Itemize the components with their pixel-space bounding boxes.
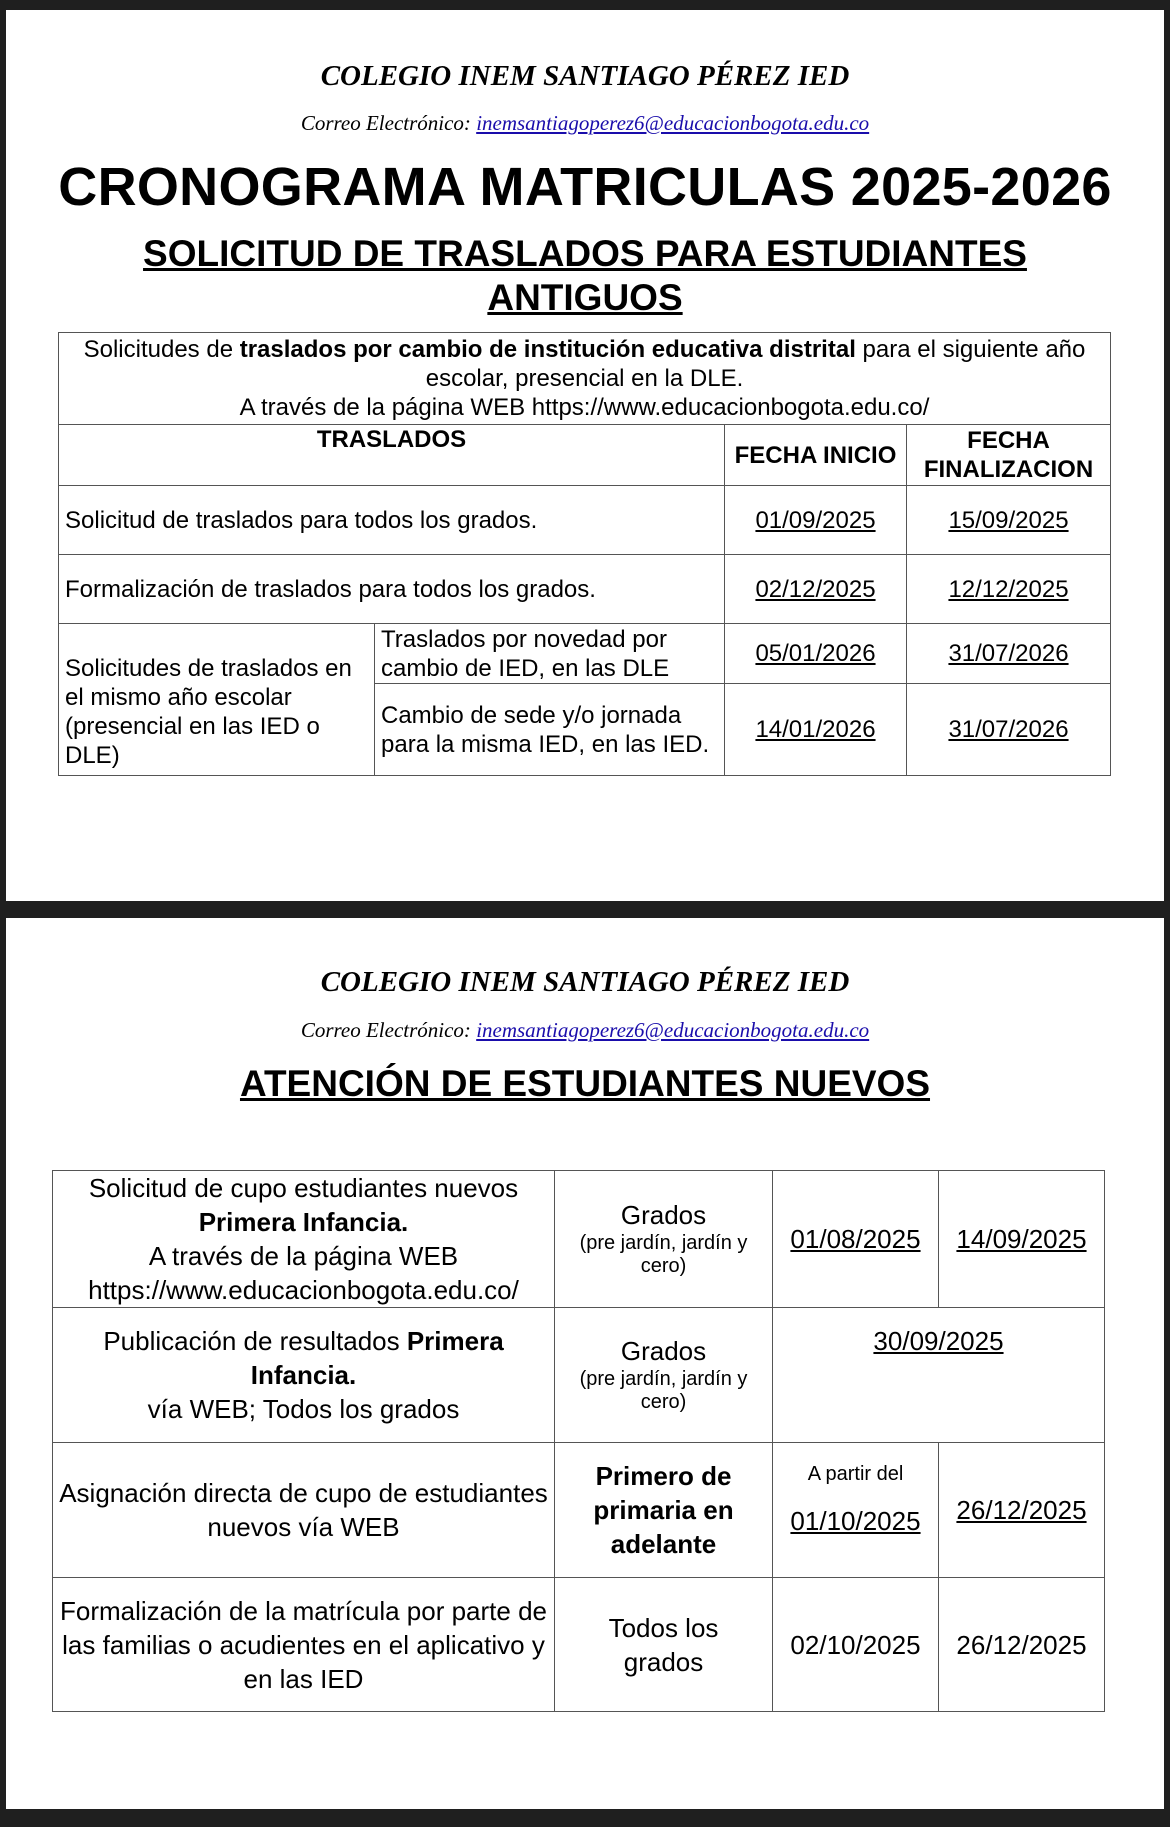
grade-note: (pre jardín, jardín y cero) [579,1232,748,1277]
row-end-date: 26/12/2025 [939,1578,1105,1712]
table-row [53,1308,1105,1443]
row-end-date: 15/09/2025 [907,486,1111,555]
sub-row-label: Traslados por novedad por cambio de IED, en las DLE [375,624,725,684]
row-start-date: 01/09/2025 [725,486,907,555]
row-start-date: 05/01/2026 [725,624,907,684]
row-start-date: 02/12/2025 [725,555,907,624]
row-end-date: 31/07/2026 [907,624,1111,684]
intro-web: A través de la página WEB https://www.educacionbogota.edu.co/ [239,394,930,421]
section-title: ATENCIÓN DE ESTUDIANTES NUEVOS [239,1063,931,1104]
row-end-date: 26/12/2025 [939,1443,1105,1578]
row-description: Publicación de resultados Primera Infancia. vía WEB; Todos los grados [53,1308,555,1443]
table-row [59,624,1111,684]
row-label: Solicitud de traslados para todos los grados. [59,486,725,555]
same-year-label: Solicitudes de traslados en el mismo año escolar (presencial en las IED o DLE) [59,624,375,776]
row-end-date: 31/07/2026 [907,684,1111,776]
email-line [6,1018,1164,1043]
school-name: COLEGIO INEM SANTIAGO PÉREZ IED [320,60,850,92]
table-row [53,1171,1105,1308]
intro-cell: Solicitudes de traslados por cambio de institución educativa distrital para el siguiente año escolar, presencial en la DLE. A través de la página WEB https://www.educacionbogota.edu.co/ [59,333,1111,425]
row-end-date: 12/12/2025 [907,555,1111,624]
row-start-date: 14/01/2026 [725,684,907,776]
email-label: Correo Electrónico: [300,1018,471,1042]
row-grade: Primero de primaria en adelante [555,1443,773,1578]
table-row [59,555,1111,624]
row-description: Asignación directa de cupo de estudiantes nuevos vía WEB [53,1443,555,1578]
table-row [53,1443,1105,1578]
row-end-date: 14/09/2025 [939,1171,1105,1308]
page-title: CRONOGRAMA MATRICULAS 2025-2026 [58,157,1112,217]
row-grade: Todos los grados [555,1578,773,1712]
page-traslados [6,10,1164,901]
section-subtitle: SOLICITUD DE TRASLADOS PARA ESTUDIANTES ANTIGUOS [143,233,1027,318]
start-note: A partir del [807,1463,904,1485]
row-start-cell [773,1443,939,1578]
row-description: Solicitud de cupo estudiantes nuevos Primera Infancia. A través de la página WEB https://www.educacionbogota.edu.co/ [53,1171,555,1308]
row-start-date: 02/10/2025 [773,1578,939,1712]
email-link[interactable]: inemsantiagoperez6@educacionbogota.edu.co [476,111,870,135]
sub-row-label: Cambio de sede y/o jornada para la misma IED, en las IED. [375,684,725,776]
grade-note: (pre jardín, jardín y cero) [579,1368,748,1413]
row-date: 30/09/2025 [773,1308,1105,1443]
row-grade: Grados (pre jardín, jardín y cero) [555,1171,773,1308]
traslados-table [58,332,1111,776]
email-label: Correo Electrónico: [300,111,471,135]
row-grade: Grados (pre jardín, jardín y cero) [555,1308,773,1443]
row-start-date: 01/10/2025 [790,1506,921,1536]
header-fecha-inicio: FECHA INICIO [725,425,907,486]
header-traslados: TRASLADOS [59,425,725,486]
school-name: COLEGIO INEM SANTIAGO PÉREZ IED [320,966,850,998]
nuevos-table [52,1170,1105,1712]
table-row [53,1578,1105,1712]
row-description: Formalización de la matrícula por parte de las familias o acudientes en el aplicativo y en las IED [53,1578,555,1712]
email-link[interactable]: inemsantiagoperez6@educacionbogota.edu.co [476,1018,870,1042]
email-line [6,111,1164,136]
row-label: Formalización de traslados para todos los grados. [59,555,725,624]
table-row [59,486,1111,555]
header-fecha-fin: FECHA FINALIZACION [907,425,1111,486]
row-start-date: 01/08/2025 [773,1171,939,1308]
